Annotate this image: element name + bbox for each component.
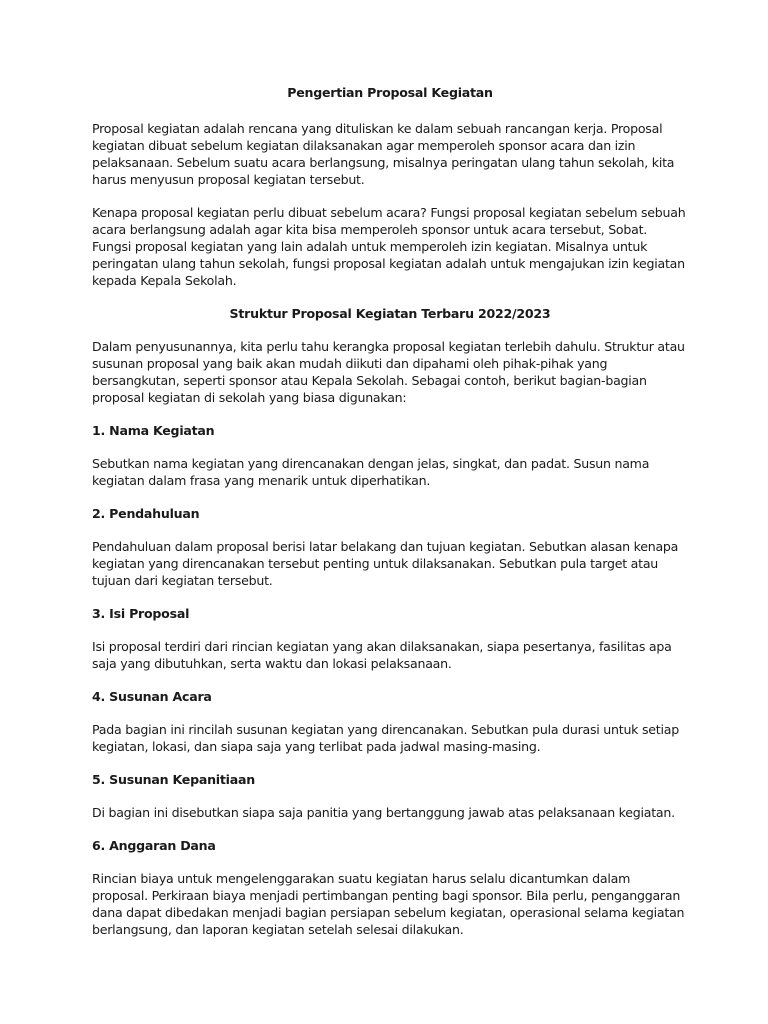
intro-paragraph-2: Kenapa proposal kegiatan perlu dibuat sebelum acara? Fungsi proposal kegiatan sebelum sebuah acara berlangsung adalah agar kita bisa memperoleh sponsor untuk acara tersebut, Sobat. Fungsi proposal kegiatan yang lain adalah untuk memperoleh izin kegiatan. Misalnya untuk peringatan ulang tahun sekolah, fungsi proposal kegiatan adalah untuk mengajukan izin kegiatan kepada Kepala Sekolah.: [92, 205, 686, 288]
item-body-anggaran-dana: Rincian biaya untuk mengelenggarakan suatu kegiatan harus selalu dicantumkan dalam proposal. Perkiraan biaya menjadi pertimbangan penting bagi sponsor. Bila perlu, penganggaran dana dapat dibedakan menjadi bagian persiapan sebelum kegiatan, operasional selama kegiatan berlangsung, dan laporan kegiatan setelah selesai dilakukan.: [92, 871, 685, 937]
document-title: Pengertian Proposal Kegiatan: [287, 85, 493, 100]
item-body-isi-proposal: Isi proposal terdiri dari rincian kegiatan yang akan dilaksanakan, siapa pesertanya, fasilitas apa saja yang dibutuhkan, serta waktu dan lokasi pelaksanaan.: [92, 639, 672, 671]
section-title: Struktur Proposal Kegiatan Terbaru 2022/2023: [229, 306, 551, 321]
document-page: [92, 84, 688, 938]
intro-paragraph-1: Proposal kegiatan adalah rencana yang dituliskan ke dalam sebuah rancangan kerja. Proposal kegiatan dibuat sebelum kegiatan dilaksanakan agar memperoleh sponsor acara dan izin pelaksanaan. Sebelum suatu acara berlangsung, misalnya peringatan ulang tahun sekolah, kita harus menyusun proposal kegiatan tersebut.: [92, 121, 675, 187]
item-heading-isi-proposal: 3. Isi Proposal: [92, 606, 190, 621]
item-body-susunan-acara: Pada bagian ini rincilah susunan kegiatan yang direncanakan. Sebutkan pula durasi untuk setiap kegiatan, lokasi, dan siapa saja yang terlibat pada jadwal masing-masing.: [92, 722, 679, 754]
section-intro-paragraph: Dalam penyusunannya, kita perlu tahu kerangka proposal kegiatan terlebih dahulu. Struktur atau susunan proposal yang baik akan mudah diikuti dan dipahami oleh pihak-pihak yang bersangkutan, seperti sponsor atau Kepala Sekolah. Sebagai contoh, berikut bagian-bagian proposal kegiatan di sekolah yang biasa digunakan:: [92, 339, 685, 405]
item-heading-susunan-acara: 4. Susunan Acara: [92, 689, 212, 704]
item-heading-susunan-kepanitiaan: 5. Susunan Kepanitiaan: [92, 772, 255, 787]
item-heading-nama-kegiatan: 1. Nama Kegiatan: [92, 423, 215, 438]
item-heading-anggaran-dana: 6. Anggaran Dana: [92, 838, 216, 853]
item-body-nama-kegiatan: Sebutkan nama kegiatan yang direncanakan dengan jelas, singkat, dan padat. Susun nama kegiatan dalam frasa yang menarik untuk diperhatikan.: [92, 456, 650, 488]
item-body-pendahuluan: Pendahuluan dalam proposal berisi latar belakang dan tujuan kegiatan. Sebutkan alasan kenapa kegiatan yang direncanakan tersebut penting untuk dilaksanakan. Sebutkan pula target atau tujuan dari kegiatan tersebut.: [92, 539, 679, 588]
item-heading-pendahuluan: 2. Pendahuluan: [92, 506, 200, 521]
item-body-susunan-kepanitiaan: Di bagian ini disebutkan siapa saja panitia yang bertanggung jawab atas pelaksanaan kegiatan.: [92, 805, 675, 820]
